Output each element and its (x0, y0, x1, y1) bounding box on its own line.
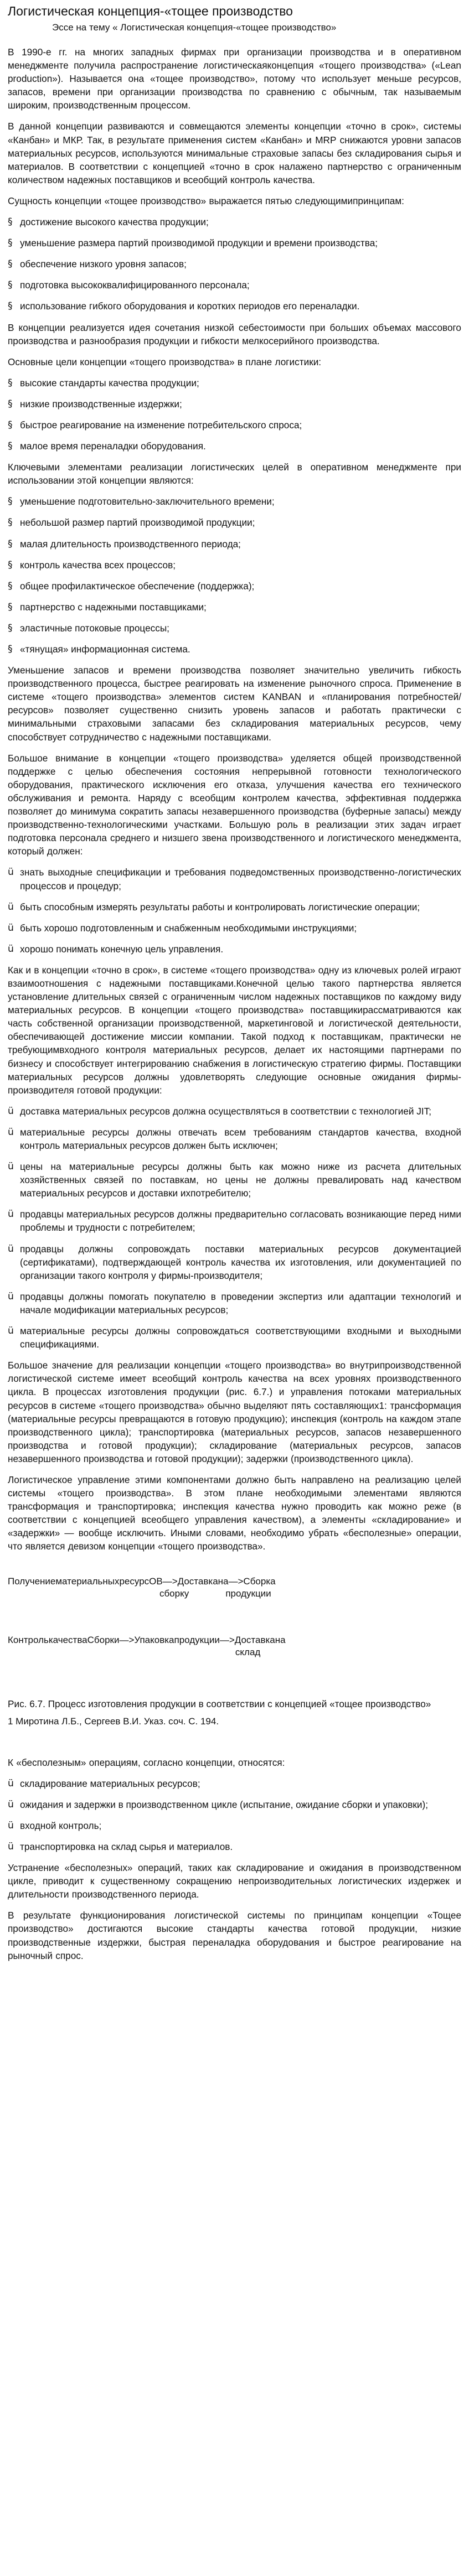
list-item-text: складирование материальных ресурсов; (20, 1777, 200, 1789)
process-figure (8, 1575, 461, 1658)
figure-caption: Рис. 6.7. Процесс изготовления продукции в соответствии с концепцией «тощее производство» (8, 1698, 431, 1709)
list-item (8, 1160, 461, 1200)
paragraph: Большое значение для реализации концепции «тощего производства» во внутрипроизводственной логистической системе имеет всеобщий контроль качества на всех уровнях производственного цикла. В процессах изготовления продукции (рис. 6.7.) и управления потоками материальных ресурсов в системе «тощего производства» обычно выделяют пять составляющих1: трансформация (материальные ресурсы превращаются в готовую продукцию); инспекция (контроль на каждом этапе производственного цикла); транспортировка (материальных ресурсов, запасов незавершенного производства и готовой продукции); складирование (материальных ресурсов, запасов незавершенного производства и готовой продукции); задержки (производственного цикла). (8, 1360, 461, 1464)
list-item-text: ожидания и задержки в производственном цикле (испытание, ожидание сборки и упаковки); (20, 1798, 428, 1810)
bullet-marker: ü (8, 1798, 14, 1810)
list-item (8, 1324, 461, 1351)
list-item-text: эластичные потоковые процессы; (20, 622, 169, 634)
list-item-text: продавцы материальных ресурсов должны предварительно согласовать возникающие перед ними проблемы и трудности с потребителем; (20, 1209, 461, 1233)
bullet-marker: § (8, 496, 13, 507)
list-item (8, 921, 461, 935)
document-title: Логистическая концепция-«тощее производство (8, 4, 293, 18)
bullet-marker: § (8, 517, 13, 528)
list-item (8, 278, 461, 292)
document-body (8, 45, 461, 1553)
list-item (8, 1290, 461, 1316)
document-body-continued (8, 1756, 461, 1962)
list-item (8, 1105, 461, 1118)
list-item-text: продавцы должны сопровождать поставки материальных ресурсов документацией (сертификатами), подтверждающей контроль качества их изготовления, или документацией по организации такого контроля у фирмы-производителя; (20, 1243, 461, 1281)
list-item (8, 537, 461, 551)
list-item-text: малое время переналадки оборудования. (20, 440, 206, 452)
list-item (8, 215, 461, 229)
flow-row-1-sub: сборку продукции (8, 1588, 271, 1599)
list-item-text: использование гибкого оборудования и коротких периодов его переналадки. (20, 300, 360, 312)
list-item-text: материальные ресурсы должны отвечать всем требованиям стандартов качества, входной контроль материальных ресурсов должен быть исключен; (20, 1126, 461, 1151)
list-item-text: небольшой размер партий производимой продукции; (20, 517, 255, 528)
bullet-marker: ü (8, 943, 14, 955)
figure-spacer (8, 1658, 461, 1697)
bullet-marker: ü (8, 901, 14, 913)
list-item (8, 439, 461, 453)
list-item-text: быть хорошо подготовленным и снабженным необходимыми инструкциями; (20, 922, 357, 934)
bullet-marker: § (8, 559, 13, 571)
flow-row-2-sub: склад (8, 1646, 261, 1657)
paragraph: К «бесполезным» операциям, согласно концепции, относятся: (8, 1756, 285, 1768)
flow-row-1: ПолучениематериальныхресурсОВ—>Доставкана—>Сборка (8, 1575, 276, 1587)
list-item (8, 558, 461, 572)
paragraph: Устранение «бесполезных» операций, таких как складирование и ожидания в производственном цикле, приводит к существенному сокращению непроизводительных логистических издержек и длительности производственного периода. (8, 1862, 461, 1900)
bullet-marker: ü (8, 867, 14, 878)
list-item-text: «тянущая» информационная система. (20, 644, 190, 655)
list-item-text: материальные ресурсы должны сопровождаться соответствующими входными и выходными спецификациями. (20, 1325, 461, 1350)
list-item-text: обеспечение низкого уровня запасов; (20, 258, 187, 270)
bullet-marker: ü (8, 1105, 14, 1117)
list-item-text: партнерство с надежными поставщиками; (20, 601, 207, 613)
list-item (8, 257, 461, 271)
list-item (8, 299, 461, 313)
bullet-marker: § (8, 258, 13, 270)
paragraph: Уменьшение запасов и времени производства позволяет значительно увеличить гибкость производственного процесса, быстрее реагировать на изменение рыночного спроса. Применение в системе «тощего производства» элементов систем KANBAN и «планирования потребностей/ресурсов» позволяет существенно снизить уровень запасов и работать практически с минимальными страховыми запасами без складирования материальных ресурсов, чему способствует сотрудничество с надежными поставщиками. (8, 665, 461, 743)
list-item (8, 942, 461, 956)
bullet-marker: § (8, 216, 13, 228)
bullet-marker: ü (8, 1820, 14, 1831)
bullet-marker: ü (8, 922, 14, 934)
list-item (8, 376, 461, 390)
bullet-marker: ü (8, 1841, 14, 1852)
list-item-text: продавцы должны помогать покупателю в проведении экспертиз или адаптации технологий и начале модификации материальных ресурсов; (20, 1290, 461, 1315)
bullet-marker: § (8, 237, 13, 249)
bullet-marker: ü (8, 1290, 14, 1302)
list-item-text: доставка материальных ресурсов должна осуществляться в соответствии с технологией JIT; (20, 1105, 432, 1117)
bullet-marker: ü (8, 1243, 14, 1255)
bullet-marker: § (8, 622, 13, 634)
list-item (8, 1126, 461, 1152)
bullet-marker: § (8, 440, 13, 452)
list-item-text: общее профилактическое обеспечение (поддержка); (20, 580, 255, 592)
bullet-marker: ü (8, 1325, 14, 1337)
bullet-marker: § (8, 377, 13, 388)
paragraph: Сущность концепции «тощее производство» выражается пятью следующимипринципам: (8, 195, 404, 206)
bullet-marker: § (8, 398, 13, 410)
paragraph: В концепции реализуется идея сочетания низкой себестоимости при больших объемах массового производства и разнообразия продукции и гибкости мелкосерийного производства. (8, 322, 461, 346)
list-item-text: хорошо понимать конечную цель управления. (20, 943, 224, 955)
paragraph: Как и в концепции «точно в срок», в системе «тощего производства» одну из ключевых ролей играют взаимоотношения с надежными поставщиками.Конечной целью такого партнерства является установление длительных связей с ограниченным числом надежных поставщиков по каждому виду материальных ресурсов. В концепции «тощего производства» поставщикирассматриваются как часть собственной организации производственной, маркетинговой и логистической деятельности, обеспечивающей достижение миссии компании. Такой подход к поставщикам, практически не требующимвходного контроля материальных ресурсов, делает их настоящими партнерами по бизнесу и способствует интегрированию снабжения в логистическую стратегию фирмы. Поставщики материальных ресурсов должны удовлетворять следующие основные ожидания фирмы-производителя готовой продукции: (8, 964, 461, 1096)
list-item-text: уменьшение подготовительно-заключительного времени; (20, 496, 275, 507)
list-item-text: транспортировка на склад сырья и материалов. (20, 1841, 233, 1852)
bullet-marker: ü (8, 1777, 14, 1789)
list-item-text: входной контроль; (20, 1820, 102, 1831)
bullet-marker: ü (8, 1126, 14, 1138)
footnote: 1 Миротина Л.Б., Сергеев В.И. Указ. соч. С. 194. (8, 1715, 219, 1727)
list-item (8, 495, 461, 508)
list-item (8, 579, 461, 593)
list-item-text: быть способным измерять результаты работы и контролировать логистические операции; (20, 901, 420, 913)
list-item-text: знать выходные спецификации и требования подведомственных производственно-логистических процессов и процедур; (20, 867, 461, 892)
list-item-text: малая длительность производственного периода; (20, 538, 241, 550)
bullet-marker: ü (8, 1161, 14, 1173)
list-item-text: уменьшение размера партий производимой продукции и времени производства; (20, 237, 378, 249)
list-item (8, 397, 461, 411)
list-item (8, 1819, 461, 1832)
list-item-text: контроль качества всех процессов; (20, 559, 176, 571)
bullet-marker: § (8, 538, 13, 550)
list-item (8, 1798, 461, 1811)
list-item (8, 900, 461, 914)
bullet-marker: § (8, 279, 13, 291)
flow-row-2: КонтролькачестваСборки—>Упаковкапродукции—>Доставкана (8, 1634, 286, 1645)
list-item-text: достижение высокого качества продукции; (20, 216, 209, 228)
bullet-marker: § (8, 300, 13, 312)
list-item (8, 1242, 461, 1282)
bullet-marker: ü (8, 1209, 14, 1220)
list-item-text: высокие стандарты качества продукции; (20, 377, 199, 388)
list-item (8, 621, 461, 635)
list-item-text: низкие производственные издержки; (20, 398, 182, 410)
paragraph: Основные цели концепции «тощего производства» в плане логистики: (8, 356, 322, 367)
paragraph: В результате функционирования логистической системы по принципам концепции «Тощее производство» достигаются высокие стандарты качества готовой продукции, низкие производственные издержки, быстрая переналадка оборудования и быстрое реагирование на рыночный спрос. (8, 1910, 461, 1961)
list-item-text: быстрое реагирование на изменение потребительского спроса; (20, 419, 302, 431)
paragraph: Логистическое управление этими компонентами должно быть направлено на реализацию целей системы «тощего производства». В этом плане необходимыми элементами являются трансформация и транспортировка; инспекция качества нужно проводить как можно реже (в соответствии с концепцией всеобщего управления качеством), а элементы «складирование» и «задержки» — вообще исключить. Иными словами, необходимо убрать «бесполезные» операции, что является девизом концепции «тощего производства». (8, 1474, 461, 1552)
bullet-marker: § (8, 601, 13, 613)
essay-subtitle: Эссе на тему « Логистическая концепция-«тощее производство» (52, 22, 337, 33)
list-item (8, 1840, 461, 1853)
paragraph: В 1990-е гг. на многих западных фирмах при организации производства и в оперативном менеджменте получила распространение логистическаяконцепция «тощего производства» («Lean production»). Называется она «тощее производство», потому что использует меньше ресурсов, запасов, времени при организации производства по сравнению с обычным, так называемым широким, производственным процессом. (8, 46, 461, 111)
paragraph: Ключевыми элементами реализации логистических целей в оперативном менеджменте при использовании этой концепции являются: (8, 462, 461, 486)
list-item (8, 418, 461, 432)
list-item (8, 642, 461, 656)
list-item (8, 516, 461, 529)
list-item-text: подготовка высококвалифицированного персонала; (20, 279, 250, 291)
bullet-marker: § (8, 644, 13, 655)
list-item (8, 600, 461, 614)
paragraph: Большое внимание в концепции «тощего производства» уделяется общей производственной поддержке с целью обеспечения состояния непрерывной готовности технологического оборудования, практического исключения его отказа, улучшения качества его технического обслуживания и ремонта. Наряду с всеобщим контролем качества, эффективная поддержка позволяет до минимума сократить запасы незавершенного производства (буферные запасы) между производственно-технологическими участками. Большую роль в реализации этих задач играет подготовка персонала среднего и низшего звена производственного и логистического менеджмента, который должен: (8, 752, 461, 857)
list-item (8, 1777, 461, 1790)
list-item (8, 236, 461, 250)
paragraph: В данной концепции развиваются и совмещаются элементы концепции «точно в срок», системы «Канбан» и МКР. Так, в результате применения систем «Канбан» и MRP снижаются уровни запасов материальных ресурсов, используются минимальные страховые запасы без складирования сырья и материалов. В соответствии с концепцией «точно в срок налажено партнерство с ограниченным количеством надежных поставщиков и всеобщий контроль качества. (8, 121, 461, 185)
bullet-marker: § (8, 580, 13, 592)
list-item (8, 1207, 461, 1234)
list-item-text: цены на материальные ресурсы должны быть как можно ниже из расчета длительных хозяйственных связей по поставкам, но цены не должны превалировать над качеством материальных ресурсов и доставки ихпотребителю; (20, 1161, 461, 1199)
list-item (8, 865, 461, 892)
bullet-marker: § (8, 419, 13, 431)
